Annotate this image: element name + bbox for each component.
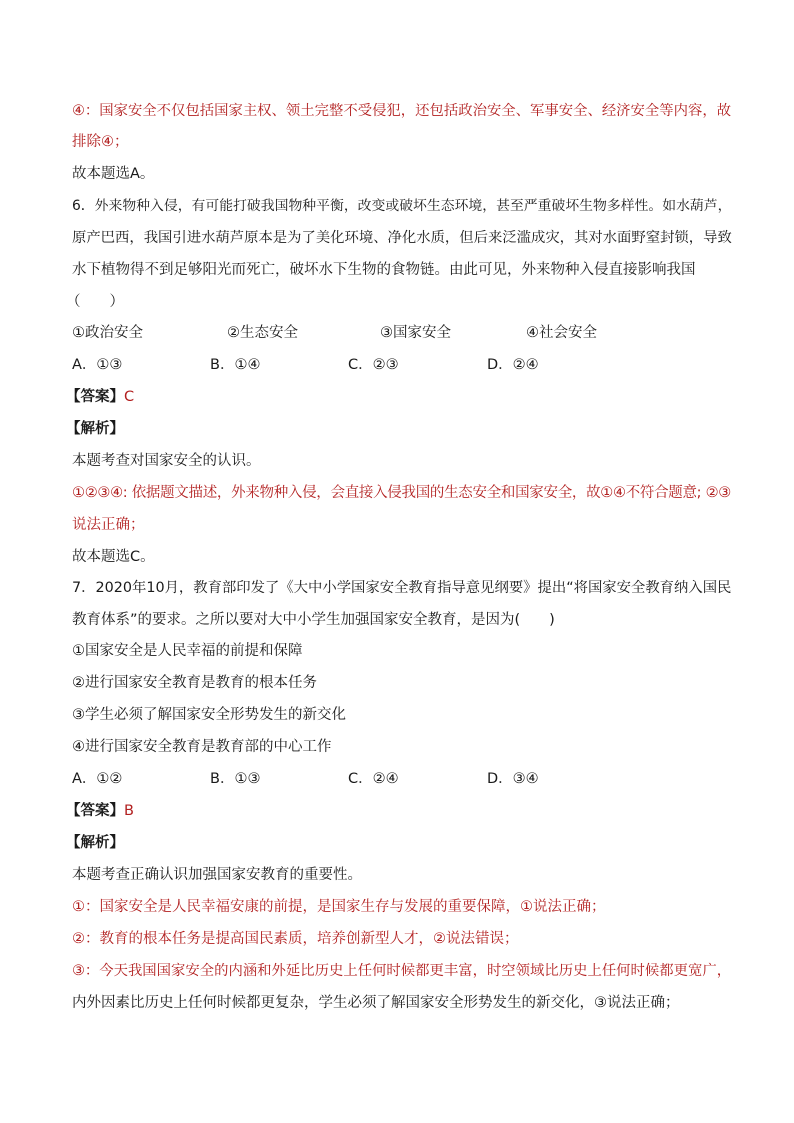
q6-choice-c: C．②③	[348, 357, 399, 373]
q7-item: ③学生必须了解国家安全形势发生的新交化	[72, 707, 346, 723]
q5-analysis-line: 排除④；	[72, 134, 129, 150]
q6-choice-d: D．②④	[487, 357, 539, 373]
q6-item: ③国家安全	[380, 325, 451, 341]
q7-analysis-line: ②：教育的根本任务是提高国民素质，培养创新型人才，②说法错误；	[72, 931, 519, 947]
q5-conclusion: 故本题选A。	[72, 166, 155, 182]
q7-analysis-line: ③：今天我国国家安全的内涵和外延比历史上任何时候都更丰富，时空领域比历史上任何时候都更宽广，	[72, 963, 732, 979]
q7-choice-b: B．①③	[210, 771, 261, 787]
q6-choice-b: B．①④	[210, 357, 261, 373]
q7-choice-a: A．①②	[72, 771, 123, 787]
q7-analysis-line: 本题考查正确认识加强国家安教育的重要性。	[72, 867, 362, 883]
q6-conclusion: 故本题选C。	[72, 549, 155, 565]
q5-analysis-line: ④：国家安全不仅包括国家主权、领土完整不受侵犯，还包括政治安全、军事安全、经济安全等内容，故	[72, 103, 732, 119]
q6-analysis-line: 说法正确；	[72, 517, 145, 533]
answer-tag: 【答案】	[66, 389, 124, 405]
q6-analysis-line: ①②③④: 依据题文描述，外来物种入侵，会直接入侵我国的生态安全和国家安全，故①④不符合题意; ②③	[72, 485, 731, 501]
q7-item: ①国家安全是人民幸福的前提和保障	[72, 643, 303, 659]
q7-item: ④进行国家安全教育是教育部的中心工作	[72, 739, 332, 755]
q6-stem-line: 原产巴西，我国引进水葫芦原本是为了美化环境、净化水质，但后来泛滥成灾，其对水面野窒封锁，导致	[72, 230, 732, 246]
q6-choice-a: A．①③	[72, 357, 123, 373]
q7-stem-line: 7．2020年10月，教育部印发了《大中小学国家安全教育指导意见纲要》提出“将国家安全教育纳入国民	[72, 580, 732, 596]
q6-item: ②生态安全	[227, 325, 298, 341]
analysis-tag: 【解析】	[66, 835, 124, 851]
q7-choice-d: D．③④	[487, 771, 539, 787]
q7-stem-line: 教育体系”的要求。之所以要对大中小学生加强国家安全教育，是因为( )	[72, 612, 555, 628]
q6-stem-line: 水下植物得不到足够阳光而死亡，破坏水下生物的食物链。由此可见，外来物种入侵直接影响我国	[72, 262, 696, 278]
q7-answer	[66, 801, 134, 821]
q7-item: ②进行国家安全教育是教育的根本任务	[72, 675, 317, 691]
answer-value: C	[124, 389, 135, 405]
q6-answer-blank: （ ）	[66, 294, 124, 310]
q6-analysis-line: 本题考查对国家安全的认识。	[72, 453, 261, 469]
q6-item: ①政治安全	[72, 325, 143, 341]
q6-answer	[66, 387, 134, 407]
q7-analysis-line: 内外因素比历史上任何时候都更复杂，学生必须了解国家安全形势发生的新交化，③说法正确；	[72, 995, 680, 1011]
answer-tag: 【答案】	[66, 803, 124, 819]
q7-analysis-line: ①：国家安全是人民幸福安康的前提，是国家生存与发展的重要保障，①说法正确；	[72, 899, 606, 915]
q6-item: ④社会安全	[526, 325, 597, 341]
analysis-tag: 【解析】	[66, 421, 124, 437]
q6-stem-line: 6．外来物种入侵，有可能打破我国物种平衡，改变或破坏生态环境，甚至严重破坏生物多样性。如水葫芦，	[72, 198, 732, 214]
q7-choice-c: C．②④	[348, 771, 399, 787]
answer-value: B	[124, 803, 134, 819]
